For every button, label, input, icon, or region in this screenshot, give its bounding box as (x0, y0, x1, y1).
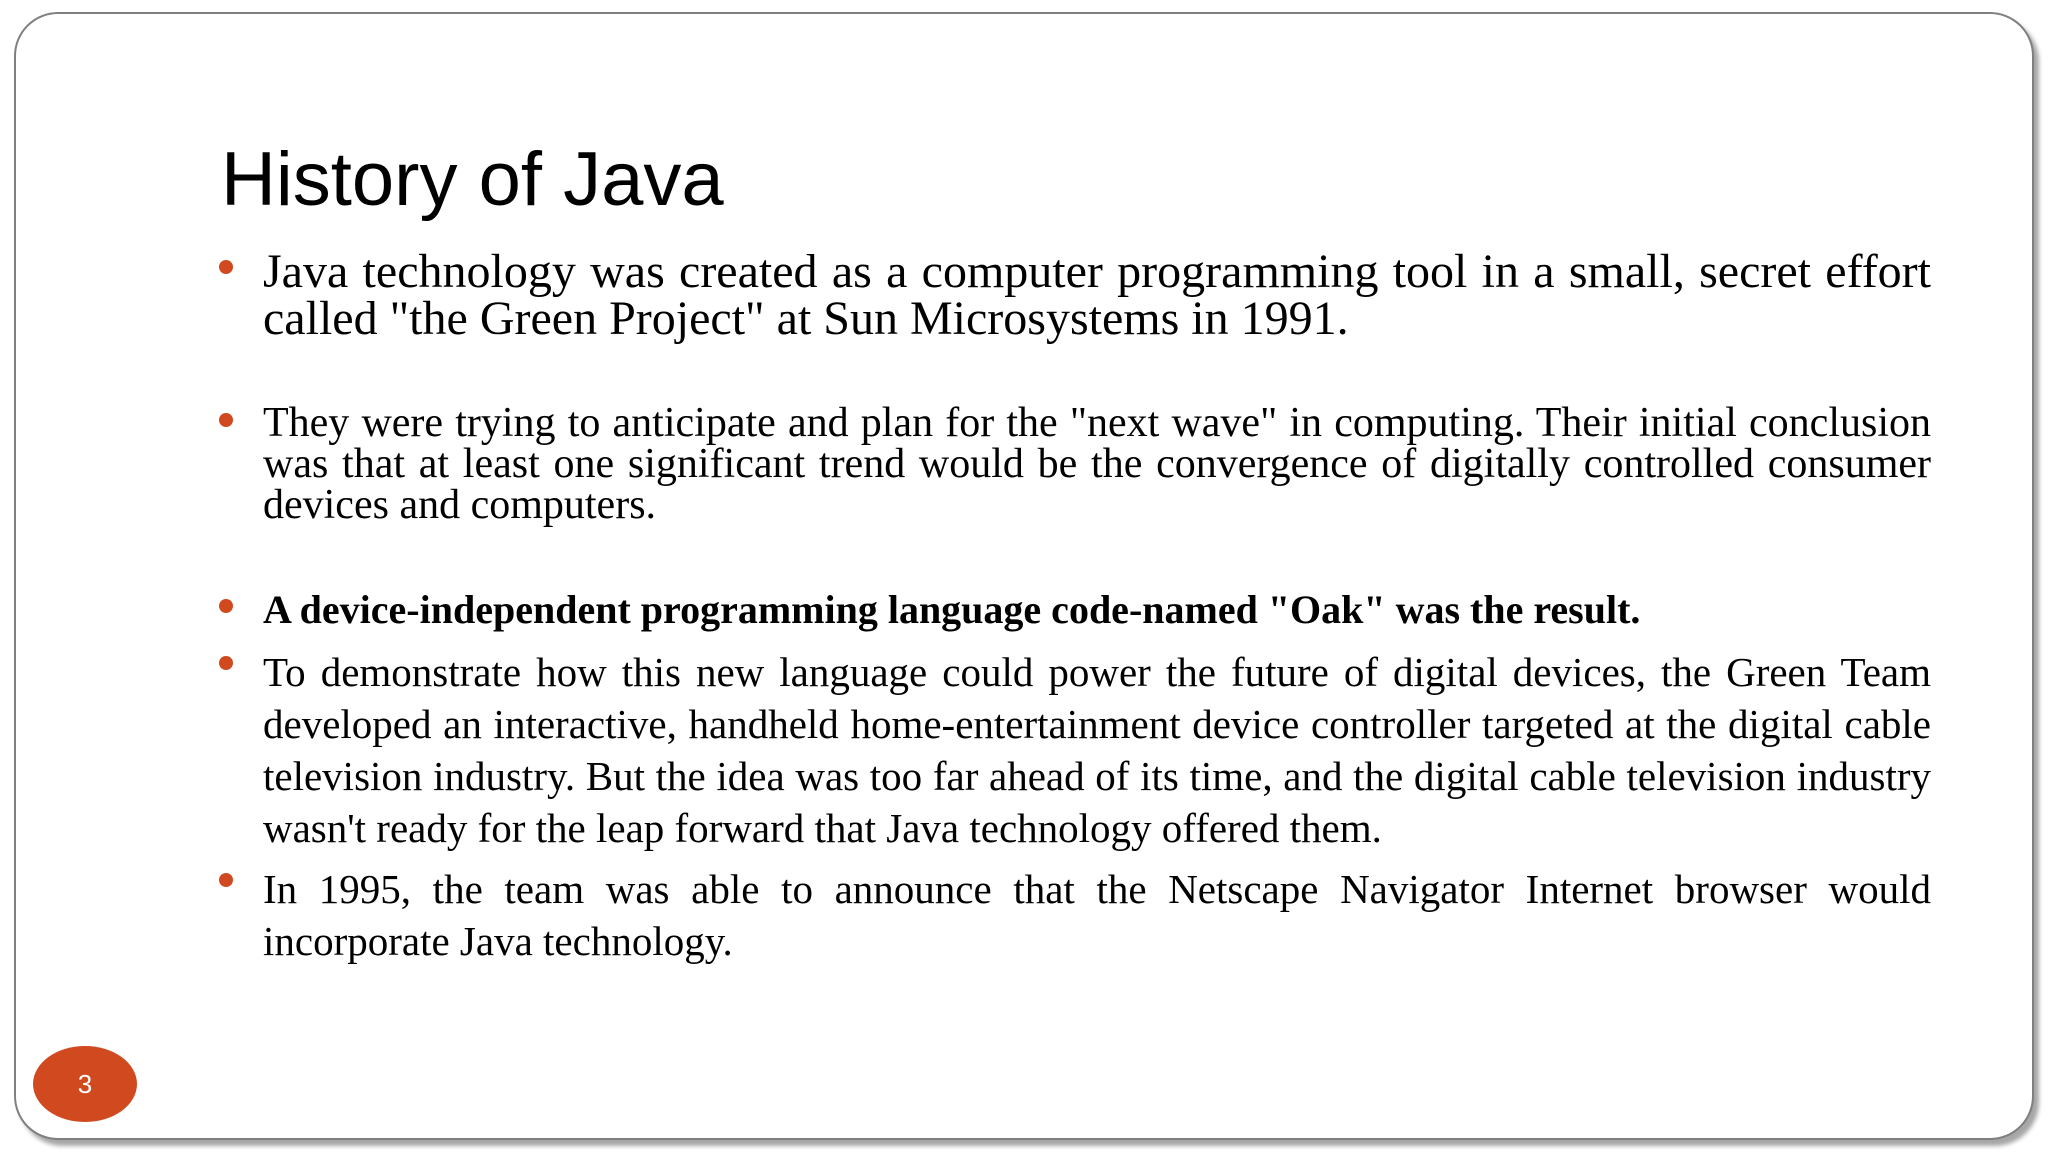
bullet-dot-icon (219, 599, 233, 613)
bullet-dot-icon (219, 413, 233, 427)
bullet-text: They were trying to anticipate and plan for the "next wave" in computing. Their initial conclusion was that at least one significant trend would be the convergence of digitally controlled consumer devices and computers. (263, 400, 1931, 528)
bullet-text: To demonstrate how this new language could power the future of digital devices, the Green Team developed an interactive, handheld home-entertainment device controller targeted at the digital cable television industry. But the idea was too far ahead of its time, and the digital cable television industry wasn't ready for the leap forward that Java technology offered them. (263, 649, 1931, 851)
bullet-text: In 1995, the team was able to announce that the Netscape Navigator Internet browser would incorporate Java technology. (263, 866, 1931, 964)
bullet-item (263, 646, 1931, 854)
slide-title: History of Java (221, 137, 724, 222)
bullet-dot-icon (219, 656, 233, 670)
bullet-item (263, 863, 1931, 967)
bullet-dot-icon (219, 260, 233, 274)
bullet-item (263, 589, 1931, 631)
bullet-text: A device-independent programming language code-named "Oak" was the result. (263, 587, 1641, 632)
page-number-badge: 3 (33, 1046, 137, 1122)
bullet-item (263, 400, 1931, 528)
bullet-text: Java technology was created as a computer programming tool in a small, secret effort called "the Green Project" at Sun Microsystems in 1991. (263, 245, 1931, 345)
bullet-dot-icon (219, 873, 233, 887)
bullet-item (263, 245, 1931, 345)
